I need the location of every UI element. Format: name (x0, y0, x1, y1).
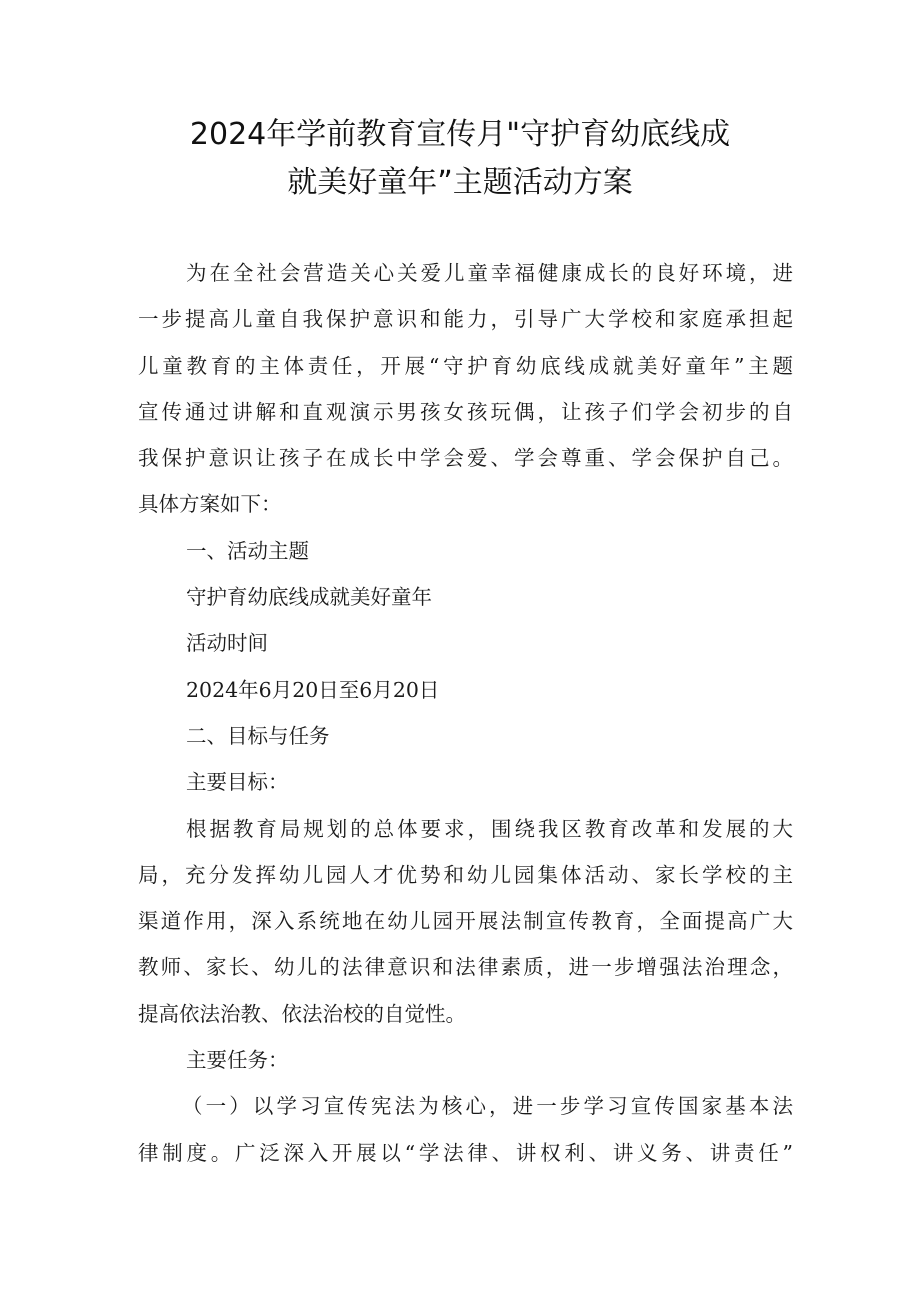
paragraph-goals-line: 提高依法治教、依法治校的自觉性。 (138, 1001, 466, 1026)
paragraph-goals-line: 局，充分发挥幼儿园人才优势和幼儿园集体活动、家长学校的主 (138, 862, 793, 887)
document-title-line-2: 就美好童年”主题活动方案 (287, 165, 633, 200)
paragraph-intro-line: 一步提高儿童自我保护意识和能力，引导广大学校和家庭承担起 (138, 307, 793, 332)
paragraph-intro-line: 具体方案如下： (138, 492, 282, 517)
activity-time-heading: 活动时间 (186, 631, 268, 656)
section-heading-goals: 二、目标与任务 (186, 723, 330, 748)
paragraph-tasks-line: （一）以学习宣传宪法为核心，进一步学习宣传国家基本法 (182, 1094, 793, 1119)
paragraph-tasks-line: 律制度。广泛深入开展以“学法律、讲权利、讲义务、讲责任” (138, 1140, 793, 1165)
paragraph-intro-line: 为在全社会营造关心关爱儿童幸福健康成长的良好环境，进 (186, 261, 793, 285)
paragraph-intro-line: 儿童教育的主体责任，开展“守护育幼底线成就美好童年”主题 (138, 353, 793, 378)
paragraph-goals-line: 根据教育局规划的总体要求，围绕我区教育改革和发展的大 (186, 816, 793, 841)
paragraph-intro-line: 我保护意识让孩子在成长中学会爱、学会尊重、学会保护自己。 (138, 446, 793, 471)
paragraph-goals-line: 渠道作用，深入系统地在幼儿园开展法制宣传教育，全面提高广大 (138, 909, 793, 934)
paragraph-goals-line: 教师、家长、幼儿的法律意识和法律素质，进一步增强法治理念， (138, 955, 793, 980)
document-title-line-1: 2024年学前教育宣传月"守护育幼底线成 (189, 117, 731, 152)
main-goals-heading: 主要目标： (186, 770, 289, 795)
paragraph-intro-line: 宣传通过讲解和直观演示男孩女孩玩偶，让孩子们学会初步的自 (138, 399, 793, 424)
theme-text: 守护育幼底线成就美好童年 (186, 585, 432, 610)
activity-time-text: 2024年6月20日至6月20日 (186, 677, 440, 702)
document-body (138, 250, 793, 1176)
main-tasks-heading: 主要任务： (186, 1048, 289, 1073)
section-heading-theme: 一、活动主题 (186, 538, 309, 563)
